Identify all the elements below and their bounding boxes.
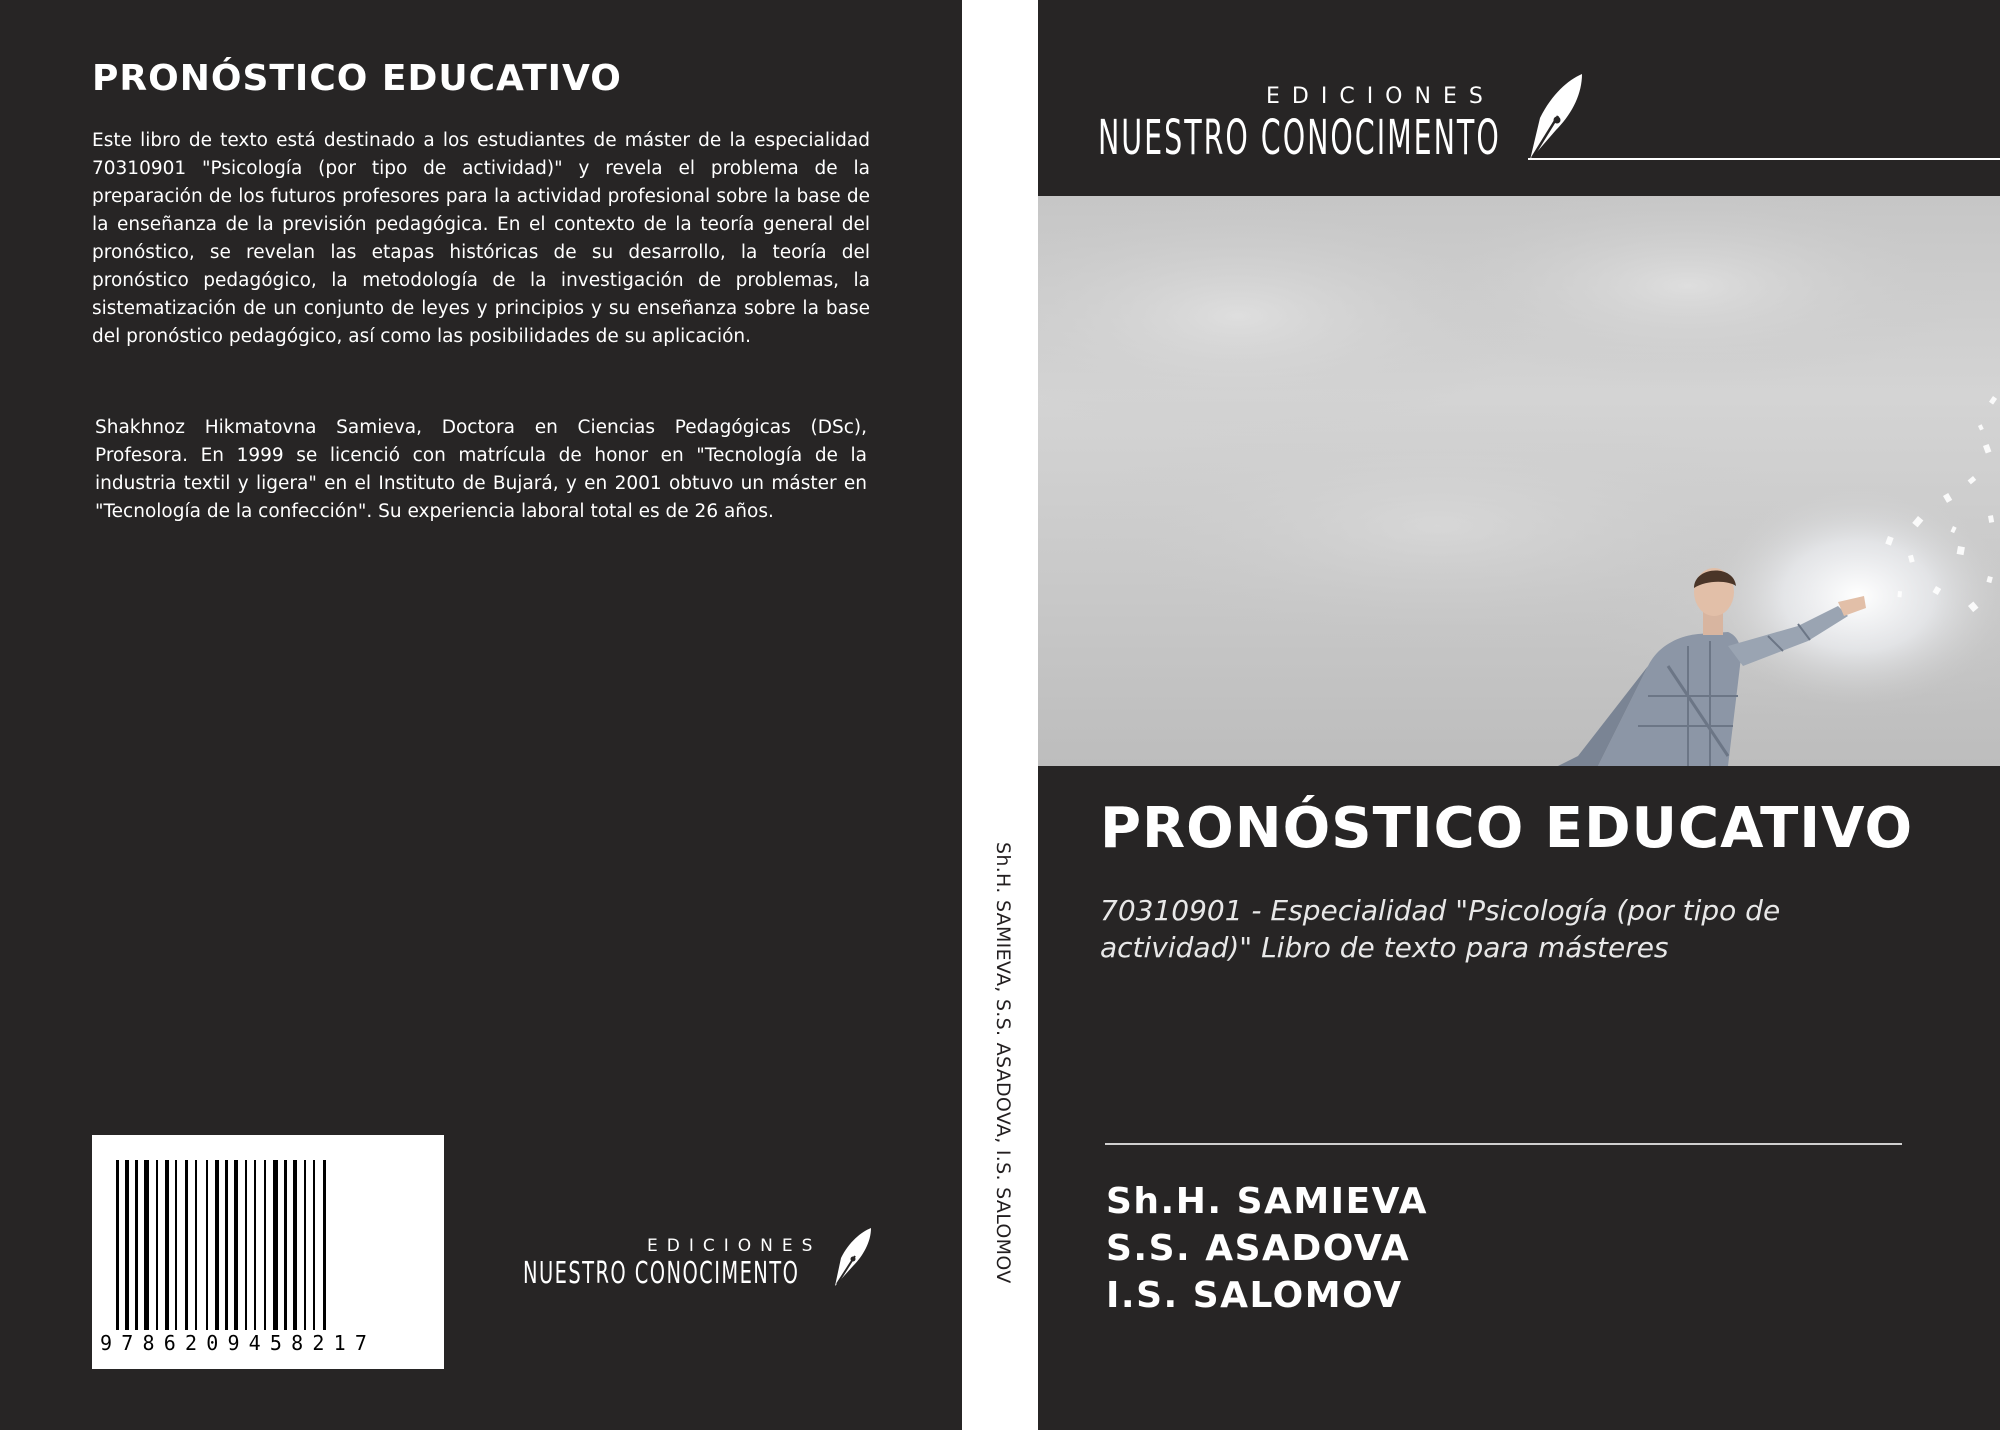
publisher-line-ediciones: EDICIONES: [647, 1236, 822, 1256]
author-bio: Shakhnoz Hikmatovna Samieva, Doctora en Ciencias Pedagógicas (DSc), Profesora. En 1999 se licenció con matrícula de honor en "Tecnología de la industria textil y ligera" en el Instituto de Bujará, y en 2001 obtuvo un máster en "Tecnología de la confección". Su experiencia laboral total es de 26 años.: [95, 417, 867, 522]
isbn-number: 9786209458217: [100, 1331, 377, 1355]
cover-photo-illustration: [1038, 196, 2000, 766]
author-name: I.S. SALOMOV: [1106, 1275, 1403, 1316]
fountain-pen-nib-icon: [1526, 72, 1586, 164]
isbn-barcode: [92, 1135, 444, 1369]
author-name: Sh.H. SAMIEVA: [1106, 1181, 1428, 1222]
back-cover-title: PRONÓSTICO EDUCATIVO: [92, 58, 622, 99]
back-cover: [0, 0, 962, 1430]
author-list: [1106, 1178, 1428, 1319]
logo-underline: [1528, 158, 2000, 160]
publisher-line-name: NUESTRO CONOCIMENTO: [1098, 110, 1501, 166]
publisher-line-name: NUESTRO CONOCIMENTO: [523, 1256, 800, 1291]
back-cover-blurb: Este libro de texto está destinado a los estudiantes de máster de la especialidad 70310901 "Psicología (por tipo de actividad)" y revela el problema de la preparación de los futuros profesores para la actividad profesional sobre la base de la enseñanza de la previsión pedagógica. En el contexto de la teoría general del pronóstico, se revelan las etapas históricas de su desarrollo, la teoría del pronóstico pedagógico, la metodología de la investigación de problemas, la sistematización de un conjunto de leyes y principios y su enseñanza sobre la base del pronóstico pedagógico, así como las posibilidades de su aplicación.: [92, 130, 870, 347]
fountain-pen-nib-icon: [831, 1226, 875, 1290]
cover-photo: [1038, 196, 2000, 766]
front-publisher-logo: [1090, 70, 2000, 170]
spine-authors: Sh.H. SAMIEVA, S.S. ASADOVA, I.S. SALOMOV: [992, 842, 1014, 1284]
barcode-bars: [112, 1160, 424, 1330]
front-cover-title: PRONÓSTICO EDUCATIVO: [1100, 796, 1914, 861]
back-publisher-logo: [523, 1226, 883, 1296]
front-cover-divider: [1105, 1143, 1902, 1145]
author-name: S.S. ASADOVA: [1106, 1228, 1411, 1269]
front-cover-subtitle: 70310901 - Especialidad "Psicología (por tipo de actividad)" Libro de texto para másteres: [1100, 894, 1781, 964]
publisher-line-ediciones: EDICIONES: [1266, 84, 1495, 109]
